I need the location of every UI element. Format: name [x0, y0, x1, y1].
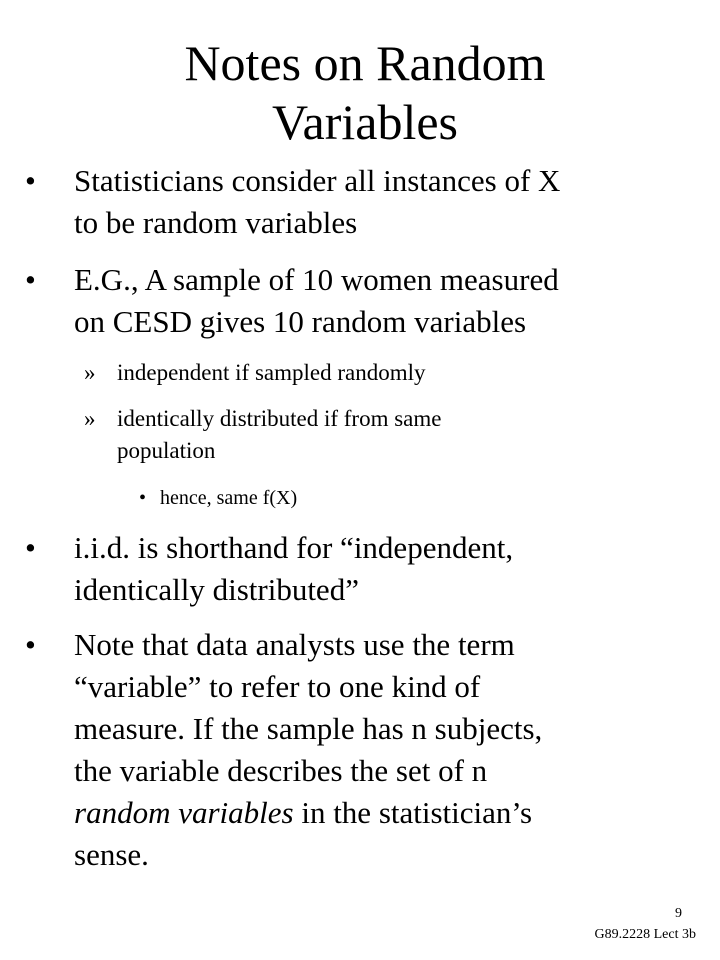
bullet-line: “variable” to refer to one kind of: [74, 669, 481, 704]
bullet-marker: •: [25, 530, 36, 565]
bullet-line-rest: in the statistician’s: [293, 795, 533, 830]
bullet-data-analysts: [25, 624, 694, 876]
bullet-line: to be random variables: [74, 205, 358, 240]
sub-bullet-independent: [84, 357, 677, 389]
bullet-line: Note that data analysts use the term: [74, 627, 515, 662]
bullet-marker: •: [25, 262, 36, 297]
bullet-line: identically distributed”: [74, 572, 359, 607]
sub-bullet-marker: »: [84, 406, 96, 431]
sub-sub-bullet-marker: •: [139, 487, 147, 509]
sub-bullet-identically-distributed: [84, 403, 677, 467]
sub-bullet-line: independent if sampled randomly: [117, 360, 426, 385]
bullet-marker: •: [25, 163, 36, 198]
sub-bullet-line: population: [117, 438, 216, 463]
bullet-iid: [25, 527, 694, 611]
bullet-line: the variable describes the set of n: [74, 753, 488, 788]
slide-title-line-1: Notes on Random: [184, 35, 546, 91]
bullet-line: sense.: [74, 837, 149, 872]
page-number: 9: [675, 906, 682, 921]
bullet-example-sample: [25, 259, 694, 343]
bullet-line: Statisticians consider all instances of X: [74, 163, 561, 198]
slide-title: [0, 34, 720, 152]
bullet-statisticians: [25, 160, 694, 244]
bullet-line-mixed: [74, 792, 694, 834]
sub-bullet-marker: »: [84, 360, 96, 385]
bullet-marker: •: [25, 627, 36, 662]
sub-sub-bullet-line: hence, same f(X): [160, 487, 298, 509]
sub-sub-bullet-same-fx: [139, 485, 680, 511]
bullet-line: E.G., A sample of 10 women measured: [74, 262, 559, 297]
sub-bullet-line: identically distributed if from same: [117, 406, 442, 431]
bullet-line: measure. If the sample has n subjects,: [74, 711, 543, 746]
course-label: G89.2228 Lect 3b: [594, 927, 696, 942]
slide-title-line-2: Variables: [271, 94, 459, 150]
italic-term: random variables: [74, 795, 294, 830]
bullet-line: on CESD gives 10 random variables: [74, 304, 527, 339]
bullet-line: i.i.d. is shorthand for “independent,: [74, 530, 514, 565]
